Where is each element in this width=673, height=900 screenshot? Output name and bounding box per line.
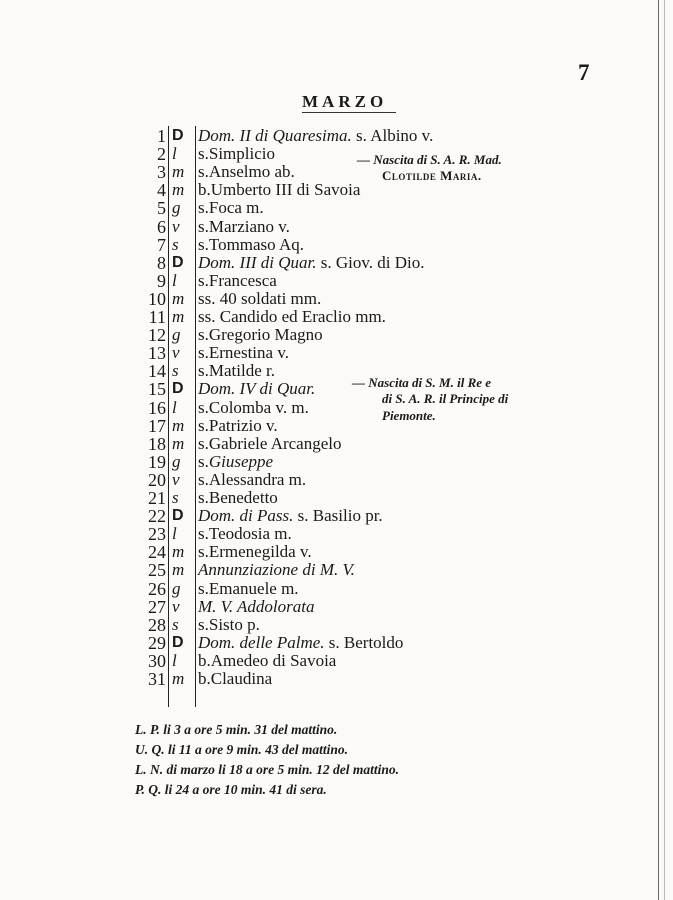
day-number: 4 [157, 180, 166, 201]
saint-entry-plain: s.Ermenegilda v. [198, 542, 312, 562]
saint-entry-plain: s.Ernestina v. [198, 343, 289, 363]
saint-entry [198, 598, 315, 616]
saint-entry [198, 616, 260, 634]
saint-entry-plain: ss. 40 soldati mm. [198, 288, 322, 308]
calendar-row [0, 670, 600, 688]
day-number: 12 [148, 325, 166, 346]
weekday-letter: g [172, 325, 181, 345]
saint-entry [198, 344, 289, 362]
saint-entry-plain: b.Claudina [198, 669, 273, 688]
saint-entry [198, 290, 321, 308]
saint-entry-plain: s.Gregorio Magno [198, 325, 323, 345]
calendar-row [0, 652, 600, 670]
weekday-letter: m [172, 542, 185, 562]
day-number: 3 [157, 162, 166, 183]
calendar-row [0, 181, 600, 199]
saint-entry [198, 199, 264, 217]
saint-entry [198, 561, 355, 579]
calendar-row [0, 163, 600, 181]
saint-entry [198, 507, 383, 525]
saint-entry [198, 236, 304, 254]
day-number: 16 [148, 397, 166, 418]
saint-entry-plain: s. Basilio pr. [293, 506, 383, 526]
day-number: 20 [148, 469, 166, 490]
weekday-letter: s [172, 234, 179, 254]
day-number: 15 [148, 379, 166, 400]
weekday-letter: g [172, 451, 181, 471]
calendar-row [0, 236, 600, 254]
weekday-letter: D [172, 380, 184, 398]
saint-entry-plain: s.Simplicio [198, 144, 275, 164]
calendar-row [0, 543, 600, 561]
saint-entry [198, 308, 386, 326]
weekday-letter: m [172, 433, 185, 453]
day-number: 30 [148, 650, 166, 671]
day-number: 22 [148, 506, 166, 527]
saint-entry [198, 380, 315, 398]
weekday-letter: s [172, 488, 179, 507]
day-number: 14 [148, 361, 166, 382]
weekday-letter: v [172, 596, 180, 616]
saint-entry [198, 580, 299, 598]
saint-entry-plain: s.Tommaso Aq. [198, 234, 305, 254]
saint-entry-italic: Dom. III di Quar. [198, 252, 317, 272]
day-number: 9 [157, 270, 166, 291]
day-number: 18 [148, 433, 166, 454]
moon-phase-first-quarter: P. Q. li 24 a ore 10 min. 41 di sera. [135, 782, 327, 797]
day-number: 23 [148, 524, 166, 545]
day-number: 27 [148, 596, 166, 617]
calendar-row [0, 507, 600, 525]
month-title: MARZO [302, 92, 388, 111]
saint-entry [198, 326, 323, 344]
saint-entry [198, 362, 275, 380]
saint-entry [198, 453, 273, 471]
saint-entry-plain: s.Colomba v. m. [198, 397, 309, 417]
weekday-letter: s [172, 614, 179, 634]
day-number: 21 [148, 488, 166, 508]
saint-entry-italic: Giuseppe [208, 451, 274, 471]
calendar-row [0, 362, 600, 380]
month-underline [302, 112, 396, 113]
saint-entry [198, 489, 278, 507]
saint-entry-plain: s.Emanuele m. [198, 578, 299, 598]
day-number: 19 [148, 451, 166, 472]
weekday-letter: v [172, 216, 180, 236]
calendar-row [0, 453, 600, 471]
calendar-row [0, 272, 600, 290]
saint-entry [198, 471, 306, 489]
saint-entry [198, 670, 272, 688]
saint-entry-italic: Dom. II di Quaresima. [198, 126, 352, 145]
weekday-letter: m [172, 669, 185, 688]
saint-entry-italic: Dom. IV di Quar. [198, 379, 316, 399]
weekday-letter: D [172, 507, 184, 525]
saint-entry-plain: b.Amedeo di Savoia [198, 650, 337, 670]
note-birth-clotilde-line1: — Nascita di S. A. R. Mad. [357, 152, 502, 167]
calendar-row [0, 489, 600, 507]
page-edge-line-outer [664, 0, 665, 900]
saint-entry [198, 163, 295, 181]
moon-phase-last-quarter: U. Q. li 11 a ore 9 min. 43 del mattino. [135, 742, 349, 757]
day-number: 13 [148, 343, 166, 364]
calendar-row [0, 308, 600, 326]
saint-entry-plain: s.Marziano v. [198, 216, 290, 236]
saint-entry [198, 652, 336, 670]
saint-entry [198, 181, 360, 199]
weekday-letter: l [172, 270, 177, 290]
weekday-letter: m [172, 180, 185, 200]
weekday-letter: v [172, 469, 180, 489]
day-number: 6 [157, 216, 166, 237]
day-number: 26 [148, 578, 166, 599]
saint-entry [198, 399, 309, 417]
day-number: 2 [157, 144, 166, 165]
saint-entry-plain: s.Matilde r. [198, 361, 275, 381]
day-number: 11 [148, 307, 166, 327]
saint-entry-italic: Dom. delle Palme. [198, 632, 325, 652]
saint-entry-plain: s. Bertoldo [324, 632, 404, 652]
weekday-letter: D [172, 633, 184, 651]
saint-entry-plain: s. [198, 451, 209, 471]
saint-entry [198, 634, 403, 652]
weekday-letter: l [172, 397, 177, 417]
day-number: 8 [157, 252, 166, 273]
day-number: 24 [148, 542, 166, 563]
saint-entry-italic: Annunziazione di M. V. [198, 560, 355, 580]
weekday-letter: s [172, 361, 179, 381]
calendar-row [0, 561, 600, 579]
day-number: 31 [148, 669, 166, 689]
calendar-row [0, 616, 600, 634]
page-number: 7 [578, 60, 590, 85]
weekday-letter: g [172, 578, 181, 598]
saint-entry-plain: ss. Candido ed Eraclio mm. [198, 307, 386, 326]
saint-entry [198, 543, 312, 561]
note-birth-clotilde-line2 [382, 168, 482, 184]
saint-entry [198, 127, 433, 145]
calendar-row [0, 145, 600, 163]
saint-entry-plain: s.Benedetto [198, 488, 278, 507]
day-number: 5 [157, 198, 166, 219]
note-birth-king-line3: Piemonte. [382, 408, 436, 423]
calendar-row [0, 634, 600, 652]
saint-entry-plain: s.Alessandra m. [198, 469, 307, 489]
weekday-letter: D [172, 253, 184, 271]
saint-entry-plain: s.Sisto p. [198, 614, 260, 634]
weekday-letter: l [172, 650, 177, 670]
saint-entry-plain: s.Teodosia m. [198, 524, 292, 544]
day-number: 1 [157, 126, 166, 146]
calendar-row [0, 218, 600, 236]
saint-entry-plain: s.Gabriele Arcangelo [198, 433, 342, 453]
calendar-row [0, 326, 600, 344]
calendar-row [0, 598, 600, 616]
calendar-row [0, 399, 600, 417]
saint-entry-plain: s.Francesca [198, 270, 277, 290]
saint-entry-plain: b.Umberto III di Savoia [198, 180, 361, 200]
weekday-letter: m [172, 415, 185, 435]
calendar-row [0, 417, 600, 435]
calendar-row [0, 344, 600, 362]
weekday-letter: m [172, 288, 185, 308]
saint-entry [198, 218, 290, 236]
weekday-letter: v [172, 343, 180, 363]
weekday-letter: m [172, 307, 185, 326]
weekday-letter: m [172, 560, 185, 580]
day-number: 7 [157, 234, 166, 255]
day-number: 28 [148, 614, 166, 635]
day-number: 17 [148, 415, 166, 436]
weekday-letter: l [172, 144, 177, 164]
note-birth-king-line2: di S. A. R. il Principe di [382, 391, 509, 406]
weekday-letter: m [172, 162, 185, 182]
note-birth-king-line1: — Nascita di S. M. il Re e [352, 375, 492, 390]
note-birth-clotilde-text: Clotilde Maria. [382, 168, 482, 183]
saint-entry [198, 525, 292, 543]
weekday-letter: g [172, 198, 181, 218]
calendar-row [0, 580, 600, 598]
saint-entry [198, 435, 342, 453]
day-number: 10 [148, 288, 166, 309]
moon-phase-full: L. P. li 3 a ore 5 min. 31 del mattino. [135, 722, 338, 737]
saint-entry [198, 254, 425, 272]
saint-entry-plain: s.Anselmo ab. [198, 162, 295, 182]
day-number: 25 [148, 560, 166, 581]
saint-entry [198, 145, 275, 163]
saint-entry-plain: s. Albino v. [351, 126, 434, 145]
saint-entry-plain: s.Patrizio v. [198, 415, 278, 435]
calendar-row [0, 290, 600, 308]
saint-entry-plain: s. Giov. di Dio. [316, 252, 425, 272]
saint-entry-italic: M. V. Addolorata [198, 596, 315, 616]
calendar-row [0, 127, 600, 145]
calendar-row [0, 525, 600, 543]
calendar-row [0, 380, 600, 398]
calendar-row [0, 199, 600, 217]
page-edge-line [658, 0, 659, 900]
calendar-row [0, 435, 600, 453]
saint-entry [198, 417, 278, 435]
calendar-row [0, 471, 600, 489]
moon-phase-new: L. N. di marzo li 18 a ore 5 min. 12 del mattino. [135, 762, 400, 777]
weekday-letter: l [172, 524, 177, 544]
saint-entry-italic: Dom. di Pass. [198, 506, 294, 526]
calendar-row [0, 254, 600, 272]
day-number: 29 [148, 632, 166, 653]
saint-entry-plain: s.Foca m. [198, 198, 264, 218]
weekday-letter: D [172, 127, 184, 144]
saint-entry [198, 272, 277, 290]
